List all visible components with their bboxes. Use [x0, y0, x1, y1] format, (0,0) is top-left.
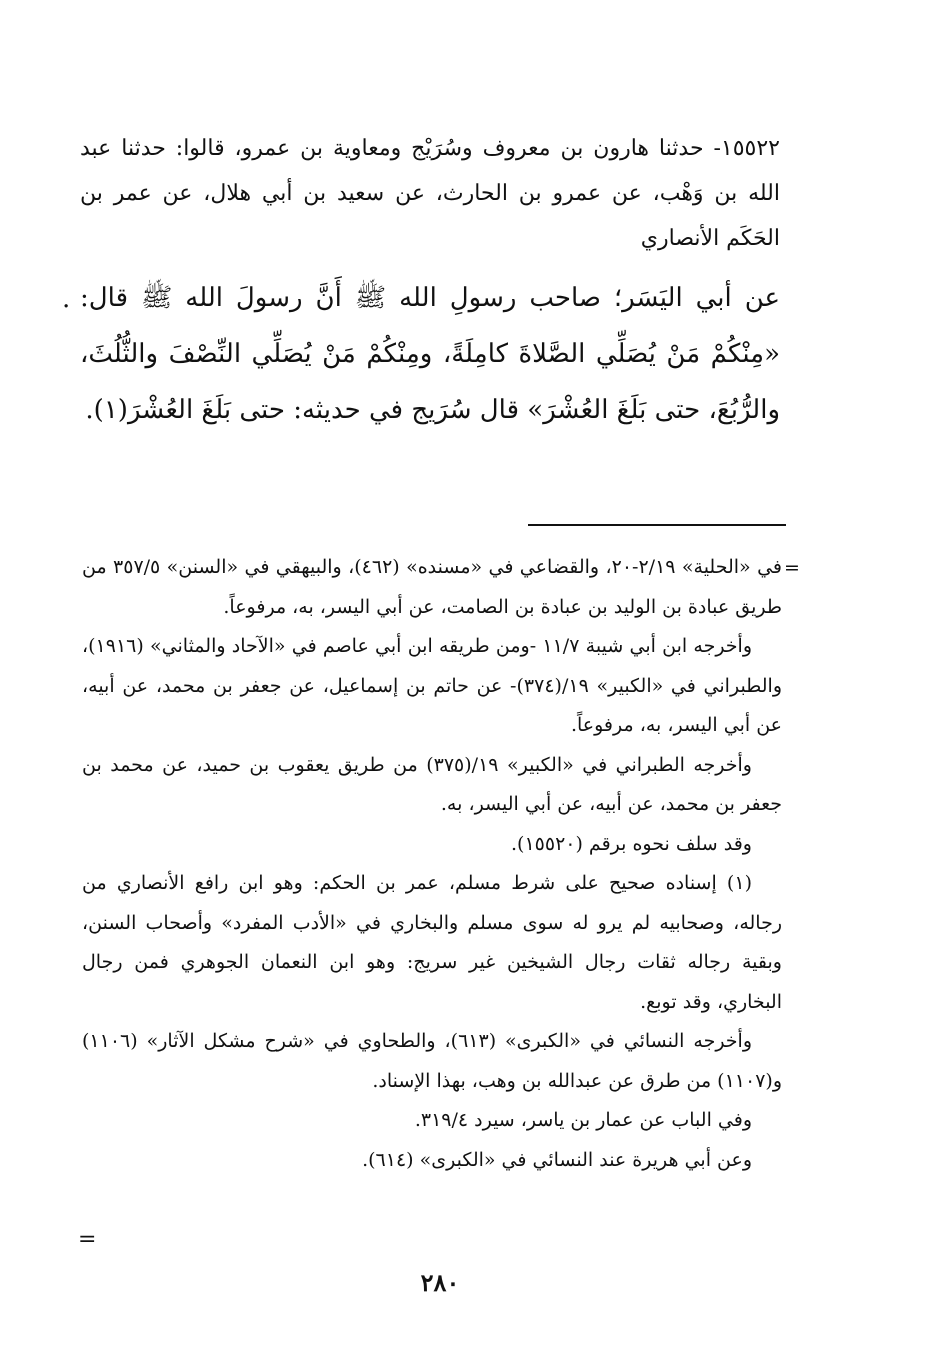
footnote-paragraph: وفي الباب عن عمار بن ياسر، سيرد ٣١٩/٤. [414, 1109, 752, 1131]
footnotes [82, 548, 782, 1180]
footnote-paragraph: وعن أبي هريرة عند النسائي في «الكبرى» (٦١٤). [362, 1148, 752, 1171]
footnote-separator [528, 524, 786, 526]
page-number: ٢٨٠ [420, 1268, 460, 1297]
footnote-paragraph: وأخرجه النسائي في «الكبرى» (٦١٣)، والطحاوي في «شرح مشكل الآثار» (١١٠٦) و(١١٠٧) من طرق عن عبدالله بن وهب، بهذا الإسناد. [82, 1030, 782, 1092]
footnote-end-mark: = [78, 1227, 97, 1252]
footnote-paragraph: في «الحلية» ٢/١٩-٢٠، والقضاعي في «مسنده» (٤٦٢)، والبيهقي في «السنن» ٣٥٧/٥ من طريق عبادة بن الوليد بن عبادة بن الصامت، عن أبي اليسر، به، مرفوعاً. [82, 556, 782, 618]
footnote-paragraph: وأخرجه الطبراني في «الكبير» ١٩/(٣٧٥) من طريق يعقوب بن حميد، عن محمد بن جعفر بن محمد، عن أبيه، عن أبي اليسر، به. [82, 753, 782, 815]
footnote-paragraph: وأخرجه ابن أبي شيبة ١١/٧ -ومن طريقه ابن أبي عاصم في «الآحاد والمثاني» (١٩١٦)، والطبراني في «الكبير» ١٩/(٣٧٤)- عن حاتم بن إسماعيل، عن جعفر بن محمد، عن أبيه، عن أبي اليسر، به، مرفوعاً. [82, 635, 783, 736]
footnote-paragraph: (١) إسناده صحيح على شرط مسلم، عمر بن الحكم: وهو ابن رافع الأنصاري من رجاله، وصحابيه لم يرو له سوى مسلم والبخاري في «الأدب المفرد» وأصحاب السنن، وبقية رجاله ثقات رجال الشيخين غير سريج: وهو ابن النعمان الجوهري فمن رجال البخاري، وقد توبع. [82, 872, 782, 1013]
hadith-matn: عن أبي اليَسَر؛ صاحب رسولِ الله ﷺ أَنَّ رسولَ الله ﷺ قال: «مِنْكُمْ مَنْ يُصَلِّي الصَّلاةَ كامِلَةً، ومِنْكُمْ مَنْ يُصَلِّي النِّصْفَ والثُّلُثَ، والرُّبُعَ، حتى بَلَغَ العُشْرَ» قال سُرَيج في حديثه: حتى بَلَغَ العُشْرَ(١). [80, 283, 780, 425]
margin-dot: . [62, 284, 71, 314]
footnote-paragraph: وقد سلف نحوه برقم (١٥٥٢٠). [511, 832, 752, 855]
hadith-isnad: ١٥٥٢٢- حدثنا هارون بن معروف وسُرَيْج ومعاوية بن عمرو، قالوا: حدثنا عبد الله بن وَهْب، عن عمرو بن الحارث، عن سعيد بن أبي هلال، عن عمر بن الحَكَم الأنصاري [80, 136, 780, 251]
footnote-continuation-mark: = [784, 557, 800, 579]
